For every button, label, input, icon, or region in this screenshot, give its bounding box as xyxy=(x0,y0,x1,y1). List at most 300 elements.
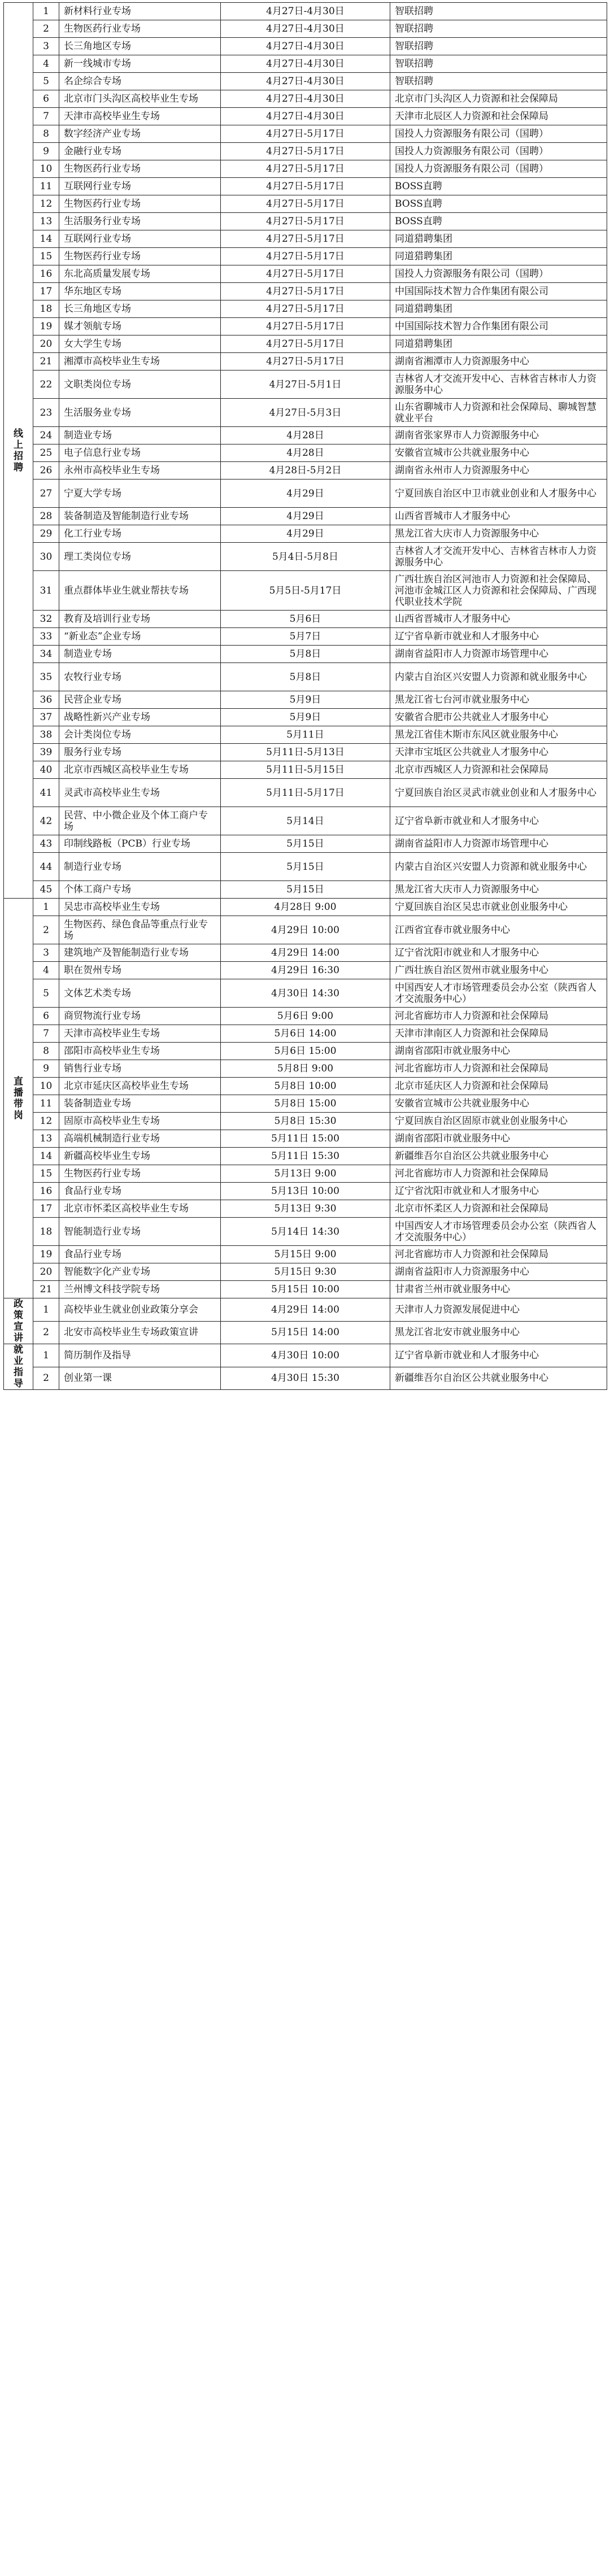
table-row xyxy=(4,1200,607,1218)
table-row xyxy=(4,108,607,125)
row-number: 19 xyxy=(33,1246,59,1263)
event-date: 4月27日-4月30日 xyxy=(221,20,390,38)
table-row xyxy=(4,525,607,543)
event-date: 4月28日 9:00 xyxy=(221,899,390,916)
organizer: 宁夏回族自治区中卫市就业创业和人才服务中心 xyxy=(390,480,607,508)
event-name: 农牧行业专场 xyxy=(59,663,221,691)
row-number: 25 xyxy=(33,444,59,462)
event-date: 5月11日 15:00 xyxy=(221,1130,390,1148)
row-number: 8 xyxy=(33,125,59,143)
organizer: 宁夏回族自治区固原市就业创业服务中心 xyxy=(390,1113,607,1130)
event-date: 5月9日 xyxy=(221,709,390,726)
event-date: 4月27日-5月17日 xyxy=(221,195,390,213)
event-date: 4月27日-5月17日 xyxy=(221,265,390,283)
event-name: 北京市门头沟区高校毕业生专场 xyxy=(59,90,221,108)
event-name: 长三角地区专场 xyxy=(59,38,221,55)
row-number: 6 xyxy=(33,1008,59,1025)
row-number: 2 xyxy=(33,1367,59,1390)
organizer: 湖南省永州市人力资源服务中心 xyxy=(390,462,607,480)
organizer: 国投人力资源服务有限公司（国聘） xyxy=(390,125,607,143)
section-employment-guidance-label: 就 业 指 导 xyxy=(4,1344,33,1390)
table-row xyxy=(4,1130,607,1148)
event-name: 战略性新兴产业专场 xyxy=(59,709,221,726)
row-number: 4 xyxy=(33,55,59,73)
event-date: 5月9日 xyxy=(221,691,390,709)
table-row xyxy=(4,1043,607,1060)
table-row xyxy=(4,427,607,444)
organizer: 北京市西城区人力资源和社会保障局 xyxy=(390,761,607,779)
event-date: 4月29日 14:00 xyxy=(221,944,390,962)
organizer: 湖南省益阳市人力资源服务中心 xyxy=(390,1263,607,1281)
event-name: 商贸物流行业专场 xyxy=(59,1008,221,1025)
event-date: 4月29日 16:30 xyxy=(221,962,390,979)
organizer: 吉林省人才交流开发中心、吉林省吉林市人力资源服务中心 xyxy=(390,371,607,399)
row-number: 1 xyxy=(33,899,59,916)
event-name: 高校毕业生就业创业政策分享会 xyxy=(59,1298,221,1322)
organizer: 黑龙江省大庆市人力资源服务中心 xyxy=(390,525,607,543)
event-date: 5月7日 xyxy=(221,628,390,646)
event-name: 长三角地区专场 xyxy=(59,300,221,318)
event-name: 生物医药行业专场 xyxy=(59,160,221,178)
organizer: 同道猎聘集团 xyxy=(390,335,607,353)
event-date: 5月13日 10:00 xyxy=(221,1183,390,1200)
row-number: 12 xyxy=(33,195,59,213)
event-date: 5月15日 9:30 xyxy=(221,1263,390,1281)
table-row xyxy=(4,265,607,283)
event-name: 民营企业专场 xyxy=(59,691,221,709)
organizer: 山西省晋城市人才服务中心 xyxy=(390,508,607,525)
table-row xyxy=(4,1344,607,1367)
event-date: 4月27日-4月30日 xyxy=(221,73,390,90)
row-number: 5 xyxy=(33,979,59,1008)
row-number: 29 xyxy=(33,525,59,543)
organizer: 辽宁省沈阳市就业和人才服务中心 xyxy=(390,1183,607,1200)
table-row xyxy=(4,248,607,265)
event-date: 5月15日 xyxy=(221,835,390,853)
row-number: 37 xyxy=(33,709,59,726)
event-date: 4月27日-5月1日 xyxy=(221,371,390,399)
schedule-table xyxy=(3,2,607,1390)
row-number: 38 xyxy=(33,726,59,744)
organizer: 湖南省邵阳市就业服务中心 xyxy=(390,1130,607,1148)
row-number: 24 xyxy=(33,427,59,444)
organizer: 辽宁省沈阳市就业和人才服务中心 xyxy=(390,944,607,962)
organizer: 国投人力资源服务有限公司（国聘） xyxy=(390,265,607,283)
row-number: 20 xyxy=(33,335,59,353)
table-row xyxy=(4,1298,607,1322)
organizer: 天津市人力资源发展促进中心 xyxy=(390,1298,607,1322)
organizer: 宁夏回族自治区吴忠市就业创业服务中心 xyxy=(390,899,607,916)
table-row xyxy=(4,543,607,571)
organizer: BOSS直聘 xyxy=(390,195,607,213)
event-date: 4月28日 xyxy=(221,444,390,462)
row-number: 17 xyxy=(33,1200,59,1218)
event-date: 4月27日-4月30日 xyxy=(221,38,390,55)
organizer: 智联招聘 xyxy=(390,3,607,20)
event-name: 固原市高校毕业生专场 xyxy=(59,1113,221,1130)
organizer: 北京市延庆区人力资源和社会保障局 xyxy=(390,1078,607,1095)
table-row xyxy=(4,55,607,73)
event-date: 4月27日-5月17日 xyxy=(221,335,390,353)
table-row xyxy=(4,1263,607,1281)
row-number: 1 xyxy=(33,1344,59,1367)
organizer: 安徽省合肥市公共就业人才服务中心 xyxy=(390,709,607,726)
table-row xyxy=(4,1078,607,1095)
event-name: 北京市怀柔区高校毕业生专场 xyxy=(59,1200,221,1218)
table-row xyxy=(4,646,607,663)
row-number: 5 xyxy=(33,73,59,90)
organizer: 黑龙江省七台河市就业服务中心 xyxy=(390,691,607,709)
row-number: 3 xyxy=(33,38,59,55)
event-date: 4月27日-5月17日 xyxy=(221,213,390,230)
event-name: 生活服务业专场 xyxy=(59,399,221,427)
row-number: 6 xyxy=(33,90,59,108)
event-name: 销售行业专场 xyxy=(59,1060,221,1078)
table-row xyxy=(4,1321,607,1344)
event-name: 电子信息行业专场 xyxy=(59,444,221,462)
event-name: 职在贺州专场 xyxy=(59,962,221,979)
event-name: 食品行业专场 xyxy=(59,1183,221,1200)
table-row xyxy=(4,853,607,881)
organizer: 同道猎聘集团 xyxy=(390,248,607,265)
organizer: 天津市北辰区人力资源和社会保障局 xyxy=(390,108,607,125)
table-row xyxy=(4,726,607,744)
row-number: 20 xyxy=(33,1263,59,1281)
event-date: 4月27日-4月30日 xyxy=(221,108,390,125)
row-number: 41 xyxy=(33,779,59,807)
event-date: 5月15日 xyxy=(221,881,390,899)
organizer: 国投人力资源服务有限公司（国聘） xyxy=(390,160,607,178)
event-date: 5月6日 9:00 xyxy=(221,1008,390,1025)
table-row xyxy=(4,1183,607,1200)
organizer: 新疆维吾尔自治区公共就业服务中心 xyxy=(390,1367,607,1390)
organizer: 黑龙江省大庆市人力资源服务中心 xyxy=(390,881,607,899)
event-date: 5月11日-5月17日 xyxy=(221,779,390,807)
event-date: 5月11日 15:30 xyxy=(221,1148,390,1165)
row-number: 4 xyxy=(33,962,59,979)
event-name: 新疆高校毕业生专场 xyxy=(59,1148,221,1165)
table-row xyxy=(4,1165,607,1183)
row-number: 40 xyxy=(33,761,59,779)
organizer: 中国西安人才市场管理委员会办公室（陕西省人才交流服务中心） xyxy=(390,1218,607,1246)
organizer: 内蒙古自治区兴安盟人力资源和就业服务中心 xyxy=(390,853,607,881)
table-row xyxy=(4,611,607,628)
event-name: 北安市高校毕业生专场政策宣讲 xyxy=(59,1321,221,1344)
organizer: 甘肃省兰州市就业服务中心 xyxy=(390,1281,607,1298)
section-policy-briefing-label: 政 策 宣 讲 xyxy=(4,1298,33,1344)
row-number: 18 xyxy=(33,300,59,318)
row-number: 2 xyxy=(33,1321,59,1344)
organizer: 广西壮族自治区河池市人力资源和社会保障局、河池市金城江区人力资源和社会保障局、广西现代职业技术学院 xyxy=(390,571,607,611)
row-number: 31 xyxy=(33,571,59,611)
row-number: 1 xyxy=(33,3,59,20)
row-number: 8 xyxy=(33,1043,59,1060)
event-date: 4月28日-5月2日 xyxy=(221,462,390,480)
table-row xyxy=(4,318,607,335)
organizer: 辽宁省阜新市就业和人才服务中心 xyxy=(390,807,607,835)
event-name: 制造业专场 xyxy=(59,427,221,444)
event-date: 5月8日 15:30 xyxy=(221,1113,390,1130)
table-row xyxy=(4,881,607,899)
organizer: 安徽省宣城市公共就业服务中心 xyxy=(390,1095,607,1113)
row-number: 36 xyxy=(33,691,59,709)
event-name: 天津市高校毕业生专场 xyxy=(59,108,221,125)
organizer: 北京市怀柔区人力资源和社会保障局 xyxy=(390,1200,607,1218)
organizer: 内蒙古自治区兴安盟人力资源和就业服务中心 xyxy=(390,663,607,691)
event-date: 4月27日-5月17日 xyxy=(221,178,390,195)
row-number: 1 xyxy=(33,1298,59,1322)
event-name: “新业态”企业专场 xyxy=(59,628,221,646)
row-number: 44 xyxy=(33,853,59,881)
organizer: BOSS直聘 xyxy=(390,213,607,230)
event-name: 服务行业专场 xyxy=(59,744,221,761)
organizer: 国投人力资源服务有限公司（国聘） xyxy=(390,143,607,160)
event-date: 5月6日 14:00 xyxy=(221,1025,390,1043)
row-number: 9 xyxy=(33,143,59,160)
event-date: 5月8日 15:00 xyxy=(221,1095,390,1113)
table-row xyxy=(4,508,607,525)
row-number: 2 xyxy=(33,916,59,944)
table-row xyxy=(4,916,607,944)
schedule-table-body xyxy=(4,3,607,1390)
event-date: 5月13日 9:00 xyxy=(221,1165,390,1183)
organizer: 智联招聘 xyxy=(390,73,607,90)
event-date: 5月15日 xyxy=(221,853,390,881)
row-number: 10 xyxy=(33,1078,59,1095)
row-number: 7 xyxy=(33,1025,59,1043)
event-name: 邵阳市高校毕业生专场 xyxy=(59,1043,221,1060)
row-number: 7 xyxy=(33,108,59,125)
section-online-recruitment-label: 线 上 招 聘 xyxy=(4,3,33,899)
event-name: 灵武市高校毕业生专场 xyxy=(59,779,221,807)
organizer: 河北省廊坊市人力资源和社会保障局 xyxy=(390,1008,607,1025)
event-date: 5月15日 10:00 xyxy=(221,1281,390,1298)
table-row xyxy=(4,1060,607,1078)
event-name: 天津市高校毕业生专场 xyxy=(59,1025,221,1043)
event-date: 5月13日 9:30 xyxy=(221,1200,390,1218)
table-row xyxy=(4,160,607,178)
event-name: 智能制造行业专场 xyxy=(59,1218,221,1246)
event-date: 4月27日-5月17日 xyxy=(221,318,390,335)
row-number: 45 xyxy=(33,881,59,899)
event-name: 湘潭市高校毕业生专场 xyxy=(59,353,221,371)
organizer: 辽宁省阜新市就业和人才服务中心 xyxy=(390,1344,607,1367)
event-date: 5月15日 9:00 xyxy=(221,1246,390,1263)
event-date: 4月30日 14:30 xyxy=(221,979,390,1008)
event-date: 4月29日 xyxy=(221,480,390,508)
event-name: 化工行业专场 xyxy=(59,525,221,543)
event-date: 5月8日 9:00 xyxy=(221,1060,390,1078)
organizer: 中国国际技术智力合作集团有限公司 xyxy=(390,283,607,300)
row-number: 42 xyxy=(33,807,59,835)
row-number: 11 xyxy=(33,178,59,195)
event-name: 文职类岗位专场 xyxy=(59,371,221,399)
organizer: 智联招聘 xyxy=(390,55,607,73)
event-date: 5月11日-5月13日 xyxy=(221,744,390,761)
event-date: 4月27日-5月17日 xyxy=(221,353,390,371)
table-row xyxy=(4,73,607,90)
section-livestream-hiring-label: 直 播 带 岗 xyxy=(4,899,33,1298)
row-number: 2 xyxy=(33,20,59,38)
row-number: 3 xyxy=(33,944,59,962)
organizer: 山东省聊城市人力资源和社会保障局、聊城智慧就业平台 xyxy=(390,399,607,427)
event-date: 4月27日-5月17日 xyxy=(221,300,390,318)
row-number: 18 xyxy=(33,1218,59,1246)
event-name: 兰州博文科技学院专场 xyxy=(59,1281,221,1298)
table-row xyxy=(4,835,607,853)
row-number: 16 xyxy=(33,1183,59,1200)
organizer: 智联招聘 xyxy=(390,38,607,55)
row-number: 23 xyxy=(33,399,59,427)
row-number: 12 xyxy=(33,1113,59,1130)
organizer: 宁夏回族自治区灵武市就业创业和人才服务中心 xyxy=(390,779,607,807)
row-number: 22 xyxy=(33,371,59,399)
table-row xyxy=(4,979,607,1008)
event-date: 4月27日-5月17日 xyxy=(221,160,390,178)
event-date: 5月8日 10:00 xyxy=(221,1078,390,1095)
table-row xyxy=(4,1281,607,1298)
table-row xyxy=(4,90,607,108)
table-row xyxy=(4,38,607,55)
event-name: 装备制造及智能制造行业专场 xyxy=(59,508,221,525)
table-row xyxy=(4,1218,607,1246)
event-name: 理工类岗位专场 xyxy=(59,543,221,571)
event-name: 制造业专场 xyxy=(59,646,221,663)
event-name: 文体艺术类专场 xyxy=(59,979,221,1008)
organizer: BOSS直聘 xyxy=(390,178,607,195)
event-name: 女大学生专场 xyxy=(59,335,221,353)
row-number: 11 xyxy=(33,1095,59,1113)
event-name: 名企综合专场 xyxy=(59,73,221,90)
event-name: 北京市延庆区高校毕业生专场 xyxy=(59,1078,221,1095)
event-name: 高端机械制造行业专场 xyxy=(59,1130,221,1148)
row-number: 34 xyxy=(33,646,59,663)
row-number: 35 xyxy=(33,663,59,691)
event-date: 5月8日 xyxy=(221,646,390,663)
row-number: 15 xyxy=(33,248,59,265)
event-name: 食品行业专场 xyxy=(59,1246,221,1263)
organizer: 黑龙江省佳木斯市东风区就业服务中心 xyxy=(390,726,607,744)
event-name: 简历制作及指导 xyxy=(59,1344,221,1367)
event-name: 印制线路板（PCB）行业专场 xyxy=(59,835,221,853)
row-number: 43 xyxy=(33,835,59,853)
table-row xyxy=(4,807,607,835)
table-row xyxy=(4,962,607,979)
table-row xyxy=(4,480,607,508)
event-name: 北京市西城区高校毕业生专场 xyxy=(59,761,221,779)
row-number: 14 xyxy=(33,1148,59,1165)
event-name: 智能数字化产业专场 xyxy=(59,1263,221,1281)
event-name: 生物医药行业专场 xyxy=(59,20,221,38)
table-row xyxy=(4,444,607,462)
event-name: 创业第一课 xyxy=(59,1367,221,1390)
event-name: 教育及培训行业专场 xyxy=(59,611,221,628)
table-row xyxy=(4,1246,607,1263)
table-row xyxy=(4,1148,607,1165)
table-row xyxy=(4,283,607,300)
event-date: 4月27日-4月30日 xyxy=(221,55,390,73)
row-number: 13 xyxy=(33,213,59,230)
organizer: 湖南省益阳市人力资源市场管理中心 xyxy=(390,646,607,663)
organizer: 新疆维吾尔自治区公共就业服务中心 xyxy=(390,1148,607,1165)
table-row xyxy=(4,571,607,611)
organizer: 湖南省湘潭市人力资源服务中心 xyxy=(390,353,607,371)
table-row xyxy=(4,1095,607,1113)
event-name: 华东地区专场 xyxy=(59,283,221,300)
event-name: 生物医药行业专场 xyxy=(59,195,221,213)
event-date: 4月29日 xyxy=(221,525,390,543)
event-date: 5月14日 14:30 xyxy=(221,1218,390,1246)
organizer: 同道猎聘集团 xyxy=(390,300,607,318)
table-row xyxy=(4,779,607,807)
event-date: 4月27日-5月17日 xyxy=(221,230,390,248)
event-date: 4月27日-5月17日 xyxy=(221,248,390,265)
table-row xyxy=(4,353,607,371)
table-row xyxy=(4,371,607,399)
table-row xyxy=(4,628,607,646)
table-row xyxy=(4,944,607,962)
table-row xyxy=(4,300,607,318)
table-row xyxy=(4,663,607,691)
event-name: 重点群体毕业生就业帮扶专场 xyxy=(59,571,221,611)
event-date: 4月29日 10:00 xyxy=(221,916,390,944)
row-number: 9 xyxy=(33,1060,59,1078)
event-date: 5月14日 xyxy=(221,807,390,835)
table-row xyxy=(4,178,607,195)
row-number: 33 xyxy=(33,628,59,646)
organizer: 天津市宝坻区公共就业人才服务中心 xyxy=(390,744,607,761)
table-row xyxy=(4,1008,607,1025)
row-number: 15 xyxy=(33,1165,59,1183)
organizer: 天津市津南区人力资源和社会保障局 xyxy=(390,1025,607,1043)
row-number: 19 xyxy=(33,318,59,335)
event-name: 新材料行业专场 xyxy=(59,3,221,20)
event-date: 4月29日 14:00 xyxy=(221,1298,390,1322)
table-row xyxy=(4,744,607,761)
event-name: 数字经济产业专场 xyxy=(59,125,221,143)
event-name: 建筑地产及智能制造行业专场 xyxy=(59,944,221,962)
row-number: 39 xyxy=(33,744,59,761)
row-number: 21 xyxy=(33,1281,59,1298)
event-date: 5月4日-5月8日 xyxy=(221,543,390,571)
event-name: 制造行业专场 xyxy=(59,853,221,881)
organizer: 湖南省益阳市人力资源市场管理中心 xyxy=(390,835,607,853)
event-name: 金融行业专场 xyxy=(59,143,221,160)
row-number: 26 xyxy=(33,462,59,480)
organizer: 智联招聘 xyxy=(390,20,607,38)
table-row xyxy=(4,1025,607,1043)
event-name: 宁夏大学专场 xyxy=(59,480,221,508)
table-row xyxy=(4,709,607,726)
table-row xyxy=(4,691,607,709)
table-row xyxy=(4,230,607,248)
row-number: 16 xyxy=(33,265,59,283)
row-number: 30 xyxy=(33,543,59,571)
table-row xyxy=(4,462,607,480)
event-date: 4月27日-5月3日 xyxy=(221,399,390,427)
event-name: 民营、中小微企业及个体工商户专场 xyxy=(59,807,221,835)
table-row xyxy=(4,125,607,143)
event-name: 新一线城市专场 xyxy=(59,55,221,73)
row-number: 28 xyxy=(33,508,59,525)
table-row xyxy=(4,213,607,230)
organizer: 广西壮族自治区贺州市就业服务中心 xyxy=(390,962,607,979)
row-number: 21 xyxy=(33,353,59,371)
event-name: 互联网行业专场 xyxy=(59,178,221,195)
organizer: 湖南省邵阳市就业服务中心 xyxy=(390,1043,607,1060)
row-number: 13 xyxy=(33,1130,59,1148)
event-date: 4月27日-5月17日 xyxy=(221,125,390,143)
